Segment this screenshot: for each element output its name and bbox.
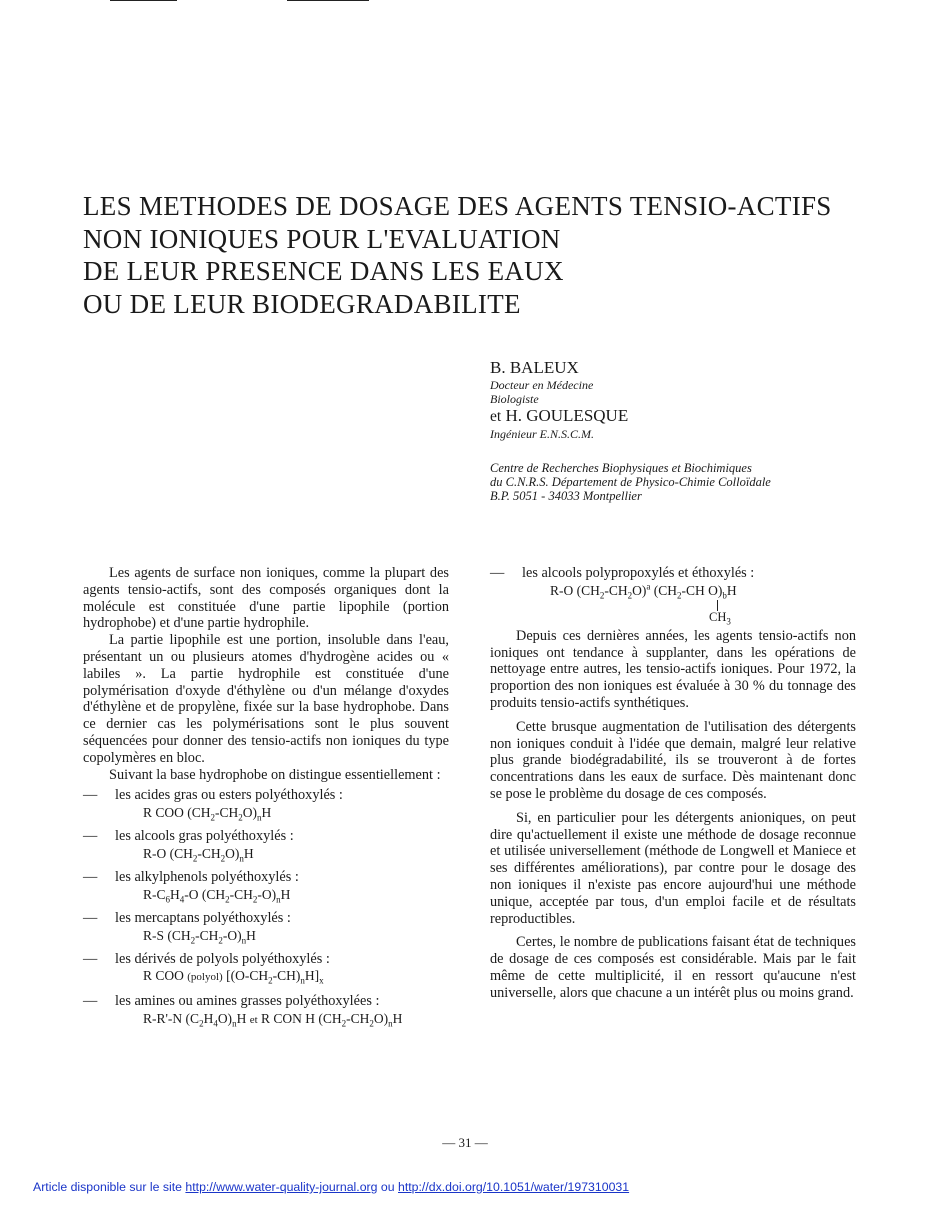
paragraph: La partie lipophile est une portion, insoluble dans l'eau, présentant un ou plusieurs atomes d'hydrogène acides ou « labiles ». La partie hydrophile est constituée d'une polymérisation d'oxyde d'éthylène ou d'un mélange d'oxydes d'éthylène et de propylène, fixée sur la base hydrophobe. Dans ce dernier cas les polymérisations sont le plus souvent séquencées pour donner des tensio-actifs non ioniques du type copolymères en bloc.	[83, 632, 449, 766]
list-dash: —	[83, 993, 98, 1010]
affiliation	[490, 461, 910, 503]
article-title	[83, 190, 883, 320]
list-item	[83, 787, 449, 804]
title-line: DE LEUR PRESENCE DANS LES EAUX	[83, 256, 564, 286]
list-item	[83, 993, 449, 1010]
author-name: H. GOULESQUE	[505, 406, 629, 425]
chemical-formula: R-O $(CH_2-CH_2O)^a$ ($CH_2-CH$ $O)_bH$	[550, 581, 737, 601]
paragraph: Les agents de surface non ioniques, comme la plupart des agents tensio-actifs, sont des composés organiques dont la molécule est constituée d'une partie lipophile (portion hydrophobe) et d'une partie hydrophile.	[83, 565, 449, 632]
paragraph: Depuis ces dernières années, les agents tensio-actifs non ioniques ont tendance à supplanter, dans les opérations de nettoyage entre autres, les tensio-actifs ioniques. Pour 1972, la proportion des non ioniques est évaluée à 30 % du tonnage des produits tensio-actifs synthétiques.	[490, 627, 856, 711]
author-block	[490, 358, 910, 503]
author-conjunction: et	[490, 408, 502, 425]
list-item-label: les alcools polypropoxylés et éthoxylés :	[522, 565, 755, 581]
footer-note	[33, 1180, 629, 1194]
affiliation-line: du C.N.R.S. Département de Physico-Chimie Colloïdale	[490, 475, 771, 489]
chemical-formula: R-R'-N $(C_2H_4O)_nH$ et R CON H $(CH_2-CH_2O)_nH$	[143, 1011, 403, 1029]
list-item-label: les alkylphenols polyéthoxylés :	[115, 868, 299, 885]
list-item-label: les amines ou amines grasses polyéthoxylées :	[115, 993, 380, 1010]
list-item-label: les mercaptans polyéthoxylés :	[115, 909, 291, 926]
list-item-label: les acides gras ou esters polyéthoxylés :	[115, 787, 343, 804]
list-dash: —	[490, 565, 505, 581]
chemical-formula: $R-C_6H_4-O$ $(CH_2-CH_2-O)_nH$	[143, 886, 291, 905]
doi-link[interactable]: http://dx.doi.org/10.1051/water/197310031	[398, 1180, 630, 1194]
chemical-formula: R COO (polyol) $[(O-CH_2-CH)_nH]_x$	[143, 968, 324, 987]
list-dash: —	[83, 787, 98, 804]
chemical-formula: R COO $(CH_2-CH_2O)_nH$	[143, 805, 272, 823]
affiliation-line: B.P. 5051 - 34033 Montpellier	[490, 489, 642, 503]
journal-link[interactable]: http://www.water-quality-journal.org	[185, 1180, 378, 1194]
list-item	[83, 869, 449, 886]
list-item	[83, 910, 449, 927]
author-name-2	[490, 406, 910, 427]
methyl-branch	[490, 599, 856, 627]
title-line: LES METHODES DE DOSAGE DES AGENTS TENSIO-ACTIFS	[83, 191, 832, 221]
header-rule-left	[110, 0, 177, 1]
affiliation-line: Centre de Recherches Biophysiques et Biochimiques	[490, 461, 752, 475]
list-dash: —	[83, 868, 98, 885]
list-item-label: les dérivés de polyols polyéthoxylés :	[115, 950, 330, 967]
list-item	[83, 951, 449, 968]
chemical-formula: R-S $(CH_2-CH_2-O)_nH$	[143, 927, 256, 946]
footer-middle: ou	[377, 1180, 398, 1194]
footer-prefix: Article disponible sur le site	[33, 1180, 186, 1194]
list-item	[490, 565, 856, 582]
list-dash: —	[83, 828, 98, 845]
list-item-label: les alcools gras polyéthoxylés :	[115, 828, 294, 845]
paragraph: Si, en particulier pour les détergents anioniques, on peut dire qu'actuellement il existe une méthode de dosage reconnue et utilisée universellement (méthode de Longwell et Maniece et ses différentes améliorations), par contre pour le dosage des non ioniques il n'existe pas encore aujourd'hui une méthode unique, acceptée par tous, d'un emploi facile et de résultats reproductibles.	[490, 809, 856, 927]
title-line: OU DE LEUR BIODEGRADABILITE	[83, 288, 521, 319]
header-rule-right	[287, 0, 369, 1]
author-name: B. BALEUX	[490, 358, 579, 377]
list-item	[83, 828, 449, 845]
methyl-group: $CH_3$	[709, 609, 731, 627]
paragraph: Suivant la base hydrophobe on distingue essentiellement :	[109, 766, 441, 783]
list-dash: —	[83, 909, 98, 926]
author-role: Ingénieur E.N.S.C.M.	[490, 427, 594, 441]
chemical-formula: R-O $(CH_2-CH_2O)_nH$	[143, 845, 254, 864]
author-role: Biologiste	[490, 392, 539, 406]
paragraph: Cette brusque augmentation de l'utilisation des détergents non ioniques conduit à l'idée que demain, malgré leur relative plus grande biodégradabilité, ils se trouveront à de fortes concentrations dans les eaux de surface. Dès maintenant donc se pose le problème du dosage de ces composés.	[490, 718, 856, 802]
right-column	[490, 565, 856, 1002]
left-column	[83, 565, 449, 1029]
list-dash: —	[83, 950, 98, 967]
author-role: Docteur en Médecine	[490, 378, 594, 392]
page-number: — 31 —	[442, 1135, 488, 1150]
paragraph: Certes, le nombre de publications faisant état de techniques de dosage de ces composés est considérable. Mais par le fait même de cette multiplicité, il en ressort qu'aucune n'est universelle, alors que chacune a un intérêt plus ou moins grand.	[490, 934, 856, 1001]
title-line: NON IONIQUES POUR L'EVALUATION	[83, 223, 561, 254]
